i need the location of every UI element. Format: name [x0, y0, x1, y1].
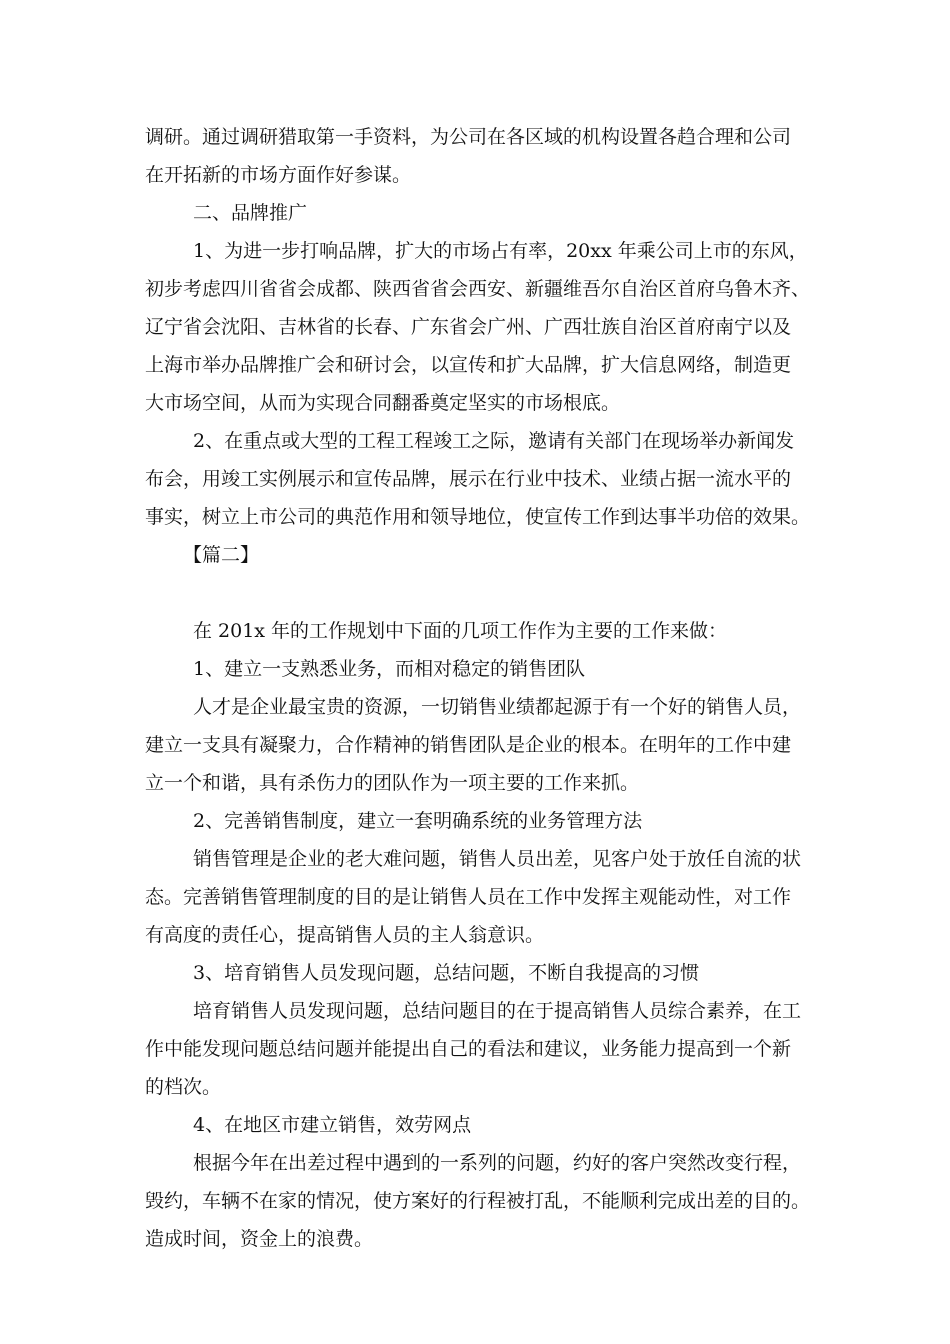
text-line: 培育销售人员发现问题，总结问题目的在于提高销售人员综合素养，在工 [193, 1000, 802, 1022]
subheading-brand-promotion: 二、品牌推广 [193, 202, 308, 224]
text-line: 的档次。 [145, 1076, 222, 1098]
text-line: 大市场空间，从而为实现合同翻番奠定坚实的市场根底。 [145, 392, 621, 414]
text-line: 立一个和谐，具有杀伤力的团队作为一项主要的工作来抓。 [145, 772, 640, 794]
text-line: 造成时间，资金上的浪费。 [145, 1228, 374, 1250]
text-line: 有高度的责任心，提高销售人员的主人翁意识。 [145, 924, 545, 946]
text-line: 建立一支具有凝聚力，合作精神的销售团队是企业的根本。在明年的工作中建 [145, 734, 792, 756]
text-line: 态。完善销售管理制度的目的是让销售人员在工作中发挥主观能动性，对工作 [145, 886, 792, 908]
text-line: 根据今年在出差过程中遇到的一系列的问题，约好的客户突然改变行程， [193, 1152, 802, 1174]
subheading-item-1: 1、建立一支熟悉业务，而相对稳定的销售团队 [193, 658, 586, 680]
text-line: 在 201x 年的工作规划中下面的几项工作作为主要的工作来做： [193, 620, 728, 642]
text-line: 销售管理是企业的老大难问题，销售人员出差，见客户处于放任自流的状 [193, 848, 802, 870]
text-line: 初步考虑四川省省会成都、陕西省省会西安、新疆维吾尔自治区首府乌鲁木齐、 [145, 278, 811, 300]
text-line: 2、在重点或大型的工程工程竣工之际，邀请有关部门在现场举办新闻发 [193, 430, 795, 452]
text-line: 人才是企业最宝贵的资源，一切销售业绩都起源于有一个好的销售人员， [193, 696, 802, 718]
section-heading-part-two: 【篇二】 [183, 544, 260, 566]
subheading-item-2: 2、完善销售制度，建立一套明确系统的业务管理方法 [193, 810, 643, 832]
text-line: 上海市举办品牌推广会和研讨会，以宣传和扩大品牌，扩大信息网络，制造更 [145, 354, 792, 376]
text-line: 在开拓新的市场方面作好参谋。 [145, 164, 412, 186]
text-line: 辽宁省会沈阳、吉林省的长春、广东省会广州、广西壮族自治区首府南宁以及 [145, 316, 792, 338]
text-line: 作中能发现问题总结问题并能提出自己的看法和建议，业务能力提高到一个新 [145, 1038, 792, 1060]
subheading-item-4: 4、在地区市建立销售，效劳网点 [193, 1114, 472, 1136]
text-line: 1、为进一步打响品牌，扩大的市场占有率，20xx 年乘公司上市的东风， [193, 240, 808, 262]
text-line: 毁约，车辆不在家的情况，使方案好的行程被打乱，不能顺利完成出差的目的。 [145, 1190, 811, 1212]
text-line: 调研。通过调研猎取第一手资料，为公司在各区域的机构设置各趋合理和公司 [145, 126, 792, 148]
text-line: 事实，树立上市公司的典范作用和领导地位，使宣传工作到达事半功倍的效果。 [145, 506, 811, 528]
subheading-item-3: 3、培育销售人员发现问题，总结问题，不断自我提高的习惯 [193, 962, 700, 984]
text-line: 布会，用竣工实例展示和宣传品牌，展示在行业中技术、业绩占据一流水平的 [145, 468, 792, 490]
